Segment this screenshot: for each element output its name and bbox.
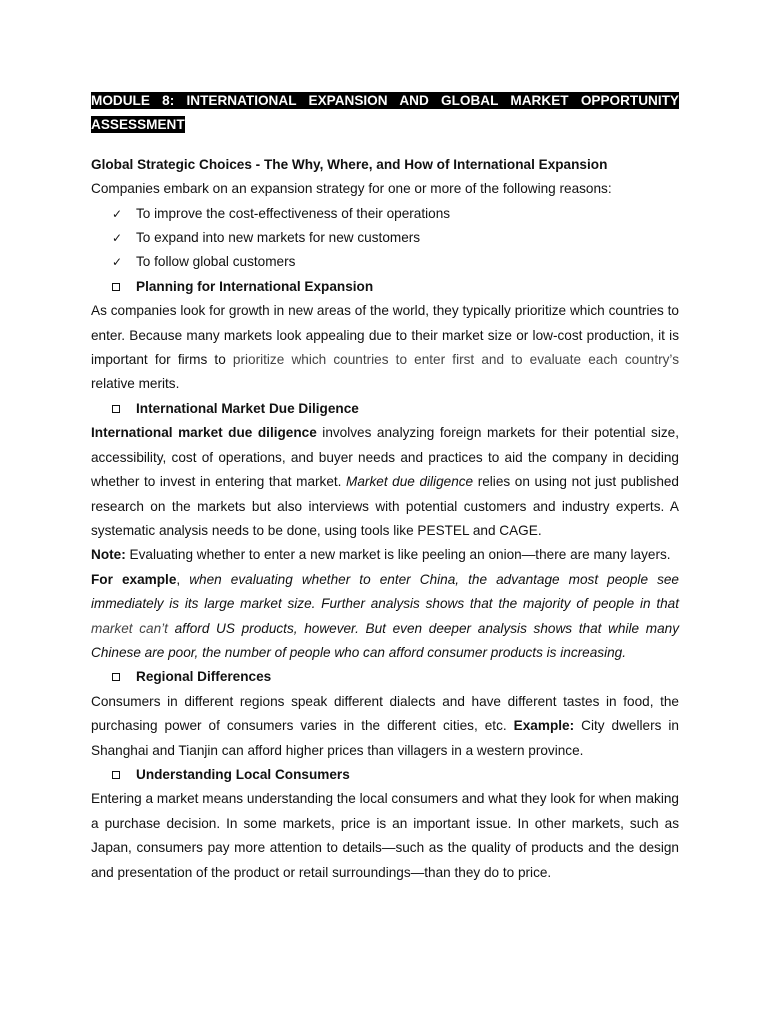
subheading-planning [91, 275, 679, 299]
reasons-list [91, 202, 679, 275]
planning-paragraph [91, 299, 679, 397]
module-title [91, 89, 679, 138]
reason-text: To expand into new markets for new customers [136, 230, 421, 246]
example-text-2: afford US products, however. But even deeper analysis shows that while many Chinese are poor, the number of people who can afford consumer products is increasing. [91, 620, 679, 660]
regional-text: Consumers in different regions speak different dialects and have different tastes in food, the purchasing power of consumers varies in the different cities, etc. [91, 693, 679, 734]
example-comma: , [176, 571, 181, 587]
check-icon: ✓ [112, 231, 123, 246]
list-item [91, 226, 679, 250]
example-label: For example [91, 571, 177, 587]
subheading-local-consumers [91, 763, 679, 787]
square-box-icon [112, 673, 120, 681]
due-diligence-paragraph [91, 421, 679, 543]
subheading-regional [91, 665, 679, 689]
document-page [91, 89, 679, 885]
square-box-icon [112, 405, 120, 413]
check-icon: ✓ [112, 255, 123, 270]
due-diligence-term-italic: Market due diligence [346, 474, 474, 490]
list-item [91, 202, 679, 226]
due-diligence-text: involves analyzing foreign markets for their potential size, accessibility, cost of operations, and buyer needs and practices to aid the company in deciding whether to invest in entering that market. [91, 425, 679, 490]
intro-text: Companies embark on an expansion strategy for one or more of the following reasons: [91, 181, 612, 197]
regional-example-label: Example: [513, 718, 575, 734]
regional-paragraph [91, 690, 679, 763]
note-text: Evaluating whether to enter a new market is like peeling an onion—there are many layers. [125, 547, 671, 563]
due-diligence-text-2: relies on using not just published research on the markets but also interviews with potential customers and industry experts. A systematic analysis needs to be done, using tools like PESTEL and CAGE. [91, 474, 679, 538]
check-icon: ✓ [112, 206, 123, 221]
square-box-icon [112, 771, 120, 779]
subheading-text: International Market Due Diligence [136, 400, 359, 416]
planning-text-light: prioritize which countries to enter first and to evaluate each country’s [232, 352, 679, 368]
note-label: Note: [91, 547, 126, 563]
section-heading: Global Strategic Choices - The Why, Where, and How of International Expansion [91, 156, 608, 172]
square-box-icon [112, 283, 120, 291]
subheading-text: Regional Differences [136, 669, 272, 685]
module-title-text: MODULE 8: INTERNATIONAL EXPANSION AND GLOBAL MARKET OPPORTUNITY ASSESSMENT [91, 93, 679, 133]
planning-text-end: relative merits. [91, 376, 180, 392]
subheading-text: Planning for International Expansion [136, 278, 374, 294]
example-paragraph [91, 568, 679, 666]
due-diligence-term: International market due diligence [91, 425, 317, 441]
planning-text: As companies look for growth in new areas of the world, they typically prioritize which countries to enter. Because many markets look appealing due to their market size or low-cost production, it is important for firms to [91, 303, 679, 368]
regional-text-2: City dwellers in Shanghai and Tianjin can afford higher prices than villagers in a western province. [91, 718, 679, 758]
example-text-light: market can’t [91, 620, 168, 636]
subheading-text: Understanding Local Consumers [136, 766, 350, 782]
reason-text: To follow global customers [136, 254, 296, 270]
note-paragraph [91, 543, 679, 567]
example-text: when evaluating whether to enter China, the advantage most people see immediately is its large market size. Further analysis shows that the majority of people in that [91, 571, 679, 612]
reason-text: To improve the cost-effectiveness of their operations [136, 205, 451, 221]
subheading-due-diligence [91, 397, 679, 421]
list-item [91, 250, 679, 274]
local-paragraph: Entering a market means understanding the local consumers and what they look for when making a purchase decision. In some markets, price is an important issue. In other markets, such as Japan, consumers pay more attention to details—such as the quality of products and the design and presentation of the product or retail surroundings—than they do to price. [91, 791, 679, 880]
